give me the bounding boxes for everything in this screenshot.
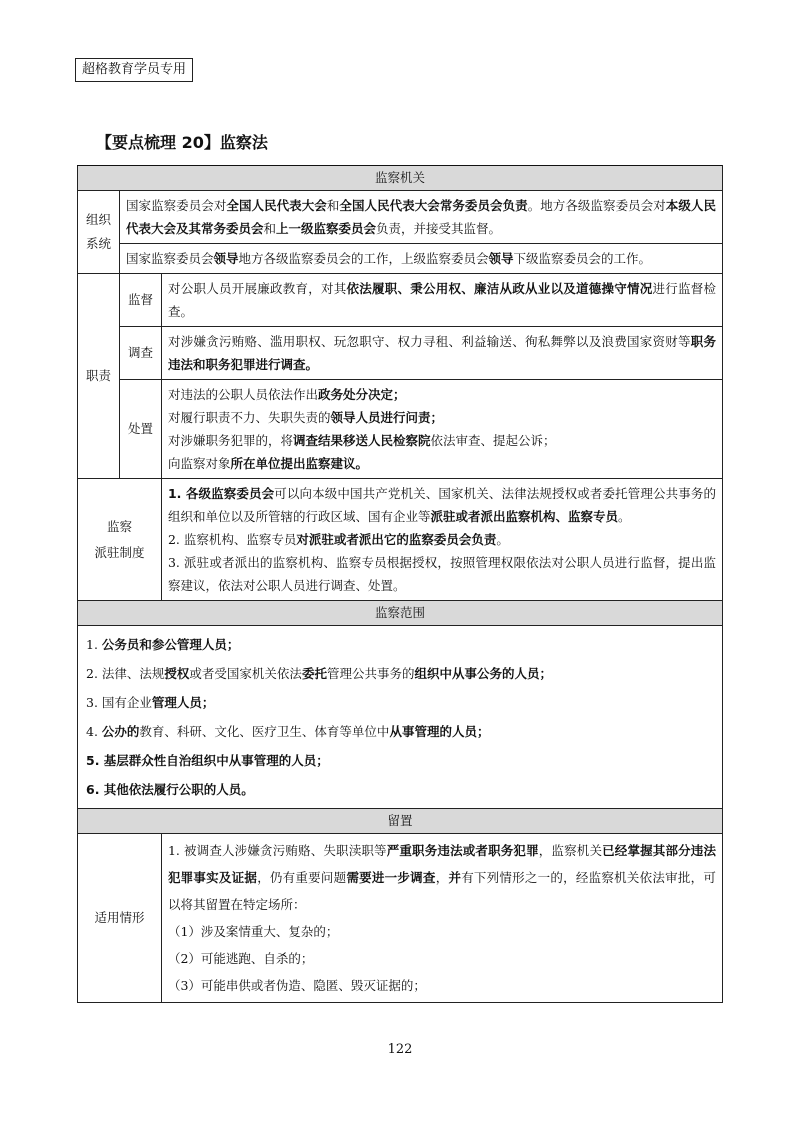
duty-dispose-row [78,380,723,479]
page-number: 122 [387,1042,413,1057]
scope-header-row [78,601,723,626]
detention-row [78,834,723,1003]
org-system-label: 组织 系统 [78,191,120,274]
scope-list-row [78,626,723,809]
dispatch-row [78,479,723,601]
stamp-label: 超格教育学员专用 [75,58,193,82]
investigate-text: 对涉嫌贪污贿赂、滥用职权、玩忽职守、权力寻租、利益输送、徇私舞弊以及浪费国家资财等职务违法和职务犯罪进行调查。 [161,327,722,380]
dispose-label: 处置 [119,380,161,479]
detention-header: 留置 [78,809,723,834]
duty-investigate-row [78,327,723,380]
dispatch-text: 1. 各级监察委员会可以向本级中国共产党机关、国家机关、法律法规授权或者委托管理公共事务的组织和单位以及所管辖的行政区域、国有企业等派驻或者派出监察机构、监察专员。 2. 监察机构、监察专员对派驻或者派出它的监察委员会负责。 3. 派驻或者派出的监察机构、监察专员根据授权，按照管理权限依法对公职人员进行监督，提出监察建议，依法对公职人员进行调查、处置。 [161,479,722,601]
supervise-label: 监督 [119,274,161,327]
list-item: 4. 公办的教育、科研、文化、医疗卫生、体育等单位中从事管理的人员； [86,724,490,739]
org-system-row [78,191,723,244]
duties-label: 职责 [78,274,120,479]
list-item: 2. 法律、法规授权或者受国家机关依法委托管理公共事务的组织中从事公务的人员； [86,666,552,681]
investigate-label: 调查 [119,327,161,380]
list-item: 6. 其他依法履行公职的人员。 [86,782,254,797]
duty-supervise-row [78,274,723,327]
detention-label: 适用情形 [78,834,162,1003]
page-title: 【要点梳理 20】监察法 [96,133,268,152]
dispatch-label [78,479,162,601]
list-item: 5. 基层群众性自治组织中从事管理的人员； [86,753,329,768]
detention-header-row [78,809,723,834]
org-system-text-2: 国家监察委员会领导地方各级监察委员会的工作，上级监察委员会领导下级监察委员会的工作。 [119,244,722,274]
org-system-row-2 [78,244,723,274]
org-system-text-1: 国家监察委员会对全国人民代表大会和全国人民代表大会常务委员会负责。地方各级监察委员会对本级人民代表大会及其常务委员会和上一级监察委员会负责，并接受其监督。 [119,191,722,244]
summary-table [77,165,723,1003]
detention-text: 1. 被调查人涉嫌贪污贿赂、失职渎职等严重职务违法或者职务犯罪，监察机关已经掌握其部分违法犯罪事实及证据，仍有重要问题需要进一步调查，并有下列情形之一的，经监察机关依法审批，可以将其留置在特定场所： （1）涉及案情重大、复杂的； （2）可能逃跑、自杀的； （3）可能串供或者伪造、隐匿、毁灭证据的； [161,834,722,1003]
list-item: 3. 国有企业管理人员； [86,695,215,710]
scope-header: 监察范围 [78,601,723,626]
list-item: 1. 公务员和参公管理人员； [86,637,240,652]
dispose-text: 对违法的公职人员依法作出政务处分决定； 对履行职责不力、失职失责的领导人员进行问责； 对涉嫌职务犯罪的，将调查结果移送人民检察院依法审查、提起公诉； 向监察对象所在单位提出监察建议。 [161,380,722,479]
organ-header: 监察机关 [78,166,723,191]
supervise-text: 对公职人员开展廉政教育，对其依法履职、秉公用权、廉洁从政从业以及道德操守情况进行监督检查。 [161,274,722,327]
dispatch-label-line-1: 监察 [106,518,132,534]
scope-list [78,626,723,809]
dispatch-label-line-2: 派驻制度 [94,544,145,560]
section-header-row [78,166,723,191]
